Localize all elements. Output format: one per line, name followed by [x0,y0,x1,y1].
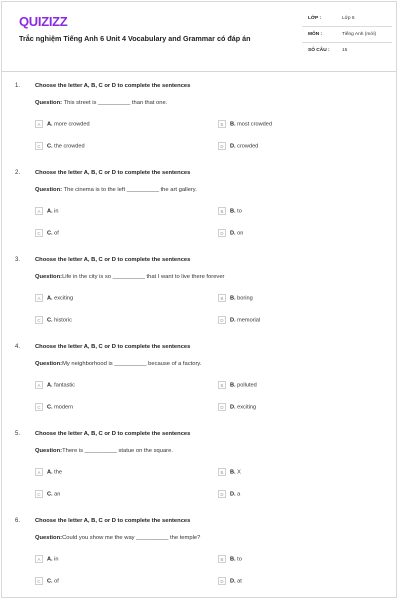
option-text: on [235,230,244,237]
option-letter: D. [230,230,236,237]
question-body: There is __________ statue on the square. [62,448,173,454]
answer-option[interactable] [218,207,242,215]
option-letter: A. [47,556,53,563]
question-instruction: Choose the letter A, B, C or D to complete the sentences [35,83,191,89]
option-checkbox[interactable]: D [218,142,226,150]
option-text: in [52,556,59,563]
meta-row-count [302,43,392,58]
option-text: to [235,208,242,215]
question-label: Question: [35,448,63,454]
answer-option[interactable] [218,294,253,302]
question-number: 2. [15,170,21,176]
option-text: X [235,469,241,476]
answer-option[interactable] [35,207,59,215]
meta-row-subject [302,27,392,43]
option-letter: C. [47,404,53,411]
option-letter: A. [47,208,53,215]
option-text: modern [52,404,74,411]
option-letter: D. [230,317,236,324]
option-checkbox[interactable]: D [218,316,226,324]
question-body: This street is __________ than that one. [62,100,168,106]
meta-value: Tiếng Anh (mới) [342,32,377,37]
answer-option[interactable] [218,577,242,585]
question-text [35,448,173,454]
option-text: most crowded [235,121,272,128]
question-instruction: Choose the letter A, B, C or D to complete the sentences [35,257,191,263]
option-letter: B. [230,295,236,302]
worksheet-header [2,2,396,72]
question-body: Life in the city is so __________ that I want to live there forever [62,274,225,280]
option-text: to [235,556,242,563]
option-checkbox[interactable]: C [35,577,43,585]
quizizz-logo: QUIZIZZ [19,14,68,29]
option-checkbox[interactable]: C [35,490,43,498]
option-text: more crowded [52,121,90,128]
option-checkbox[interactable]: B [218,207,226,215]
option-letter: C. [47,143,53,150]
option-checkbox[interactable]: B [218,468,226,476]
answer-option[interactable] [218,316,260,324]
option-text: in [52,208,59,215]
option-letter: C. [47,491,53,498]
answer-option[interactable] [35,316,72,324]
option-checkbox[interactable]: B [218,381,226,389]
question-text [35,361,202,367]
answer-option[interactable] [35,555,59,563]
answer-option[interactable] [218,381,257,389]
option-letter: A. [47,121,53,128]
option-letter: C. [47,578,53,585]
option-checkbox[interactable]: B [218,555,226,563]
meta-key: MÔN : [308,32,323,37]
option-checkbox[interactable]: B [218,120,226,128]
question-label: Question: [35,100,63,106]
question-instruction: Choose the letter A, B, C or D to complete the sentences [35,518,191,524]
option-text: historic [52,317,72,324]
answer-option[interactable] [218,229,243,237]
answer-option[interactable] [218,555,242,563]
option-text: polluted [235,382,257,389]
question-label: Question: [35,187,63,193]
option-text: of [52,578,59,585]
question-text [35,274,224,280]
answer-option[interactable] [218,403,256,411]
option-letter: D. [230,404,236,411]
answer-option[interactable] [218,468,241,476]
option-text: a [235,491,241,498]
meta-key: LỚP : [308,16,322,21]
worksheet-page [1,1,397,598]
option-text: an [52,491,61,498]
question-label: Question: [35,361,63,367]
answer-option[interactable] [218,120,272,128]
option-letter: A. [47,469,53,476]
option-checkbox[interactable]: C [35,142,43,150]
question-body: The cinema is to the left __________ the art gallery. [62,187,197,193]
answer-option[interactable] [35,294,73,302]
option-text: exciting [235,404,257,411]
option-checkbox[interactable]: D [218,577,226,585]
option-letter: B. [230,382,236,389]
option-checkbox[interactable]: B [218,294,226,302]
option-checkbox[interactable]: D [218,490,226,498]
option-letter: A. [47,295,53,302]
answer-option[interactable] [218,490,240,498]
question-text [35,535,200,541]
option-letter: D. [230,491,236,498]
option-letter: C. [47,317,53,324]
meta-row-grade [302,11,392,27]
option-checkbox[interactable]: C [35,403,43,411]
meta-value: 15 [342,48,348,53]
question-instruction: Choose the letter A, B, C or D to complete the sentences [35,170,191,176]
answer-option[interactable] [35,120,90,128]
option-text: boring [235,295,253,302]
option-text: of [52,230,59,237]
option-text: crowded [235,143,259,150]
meta-table [302,11,392,58]
answer-option[interactable] [35,577,59,585]
question-text [35,187,197,193]
question-instruction: Choose the letter A, B, C or D to complete the sentences [35,344,191,350]
option-checkbox[interactable]: A [35,381,43,389]
question-body: Could you show me the way __________ the temple? [62,535,201,541]
option-checkbox[interactable]: D [218,229,226,237]
option-checkbox[interactable]: A [35,207,43,215]
answer-option[interactable] [35,490,60,498]
option-text: the [52,469,62,476]
option-letter: C. [47,230,53,237]
option-checkbox[interactable]: A [35,120,43,128]
option-letter: B. [230,208,236,215]
worksheet-title: Trắc nghiệm Tiếng Anh 6 Unit 4 Vocabulary and Grammar có đáp án [19,34,251,43]
question-number: 6. [15,518,21,524]
answer-option[interactable] [35,381,75,389]
meta-key: SỐ CÂU : [308,48,330,53]
option-text: exciting [52,295,74,302]
option-letter: A. [47,382,53,389]
question-number: 1. [15,83,21,89]
question-text [35,100,167,106]
option-checkbox[interactable]: C [35,316,43,324]
option-checkbox[interactable]: A [35,294,43,302]
option-letter: D. [230,143,236,150]
option-letter: D. [230,578,236,585]
option-text: fantastic [52,382,75,389]
option-letter: B. [230,121,236,128]
question-body: My neighborhood is __________ because of a factory. [62,361,202,367]
option-letter: B. [230,469,236,476]
option-checkbox[interactable]: A [35,555,43,563]
answer-option[interactable] [35,468,62,476]
option-text: memorial [235,317,261,324]
question-number: 3. [15,257,21,263]
option-checkbox[interactable]: D [218,403,226,411]
option-letter: B. [230,556,236,563]
question-label: Question: [35,535,63,541]
meta-value: Lớp 6 [342,16,355,21]
answer-option[interactable] [35,403,73,411]
option-text: the crowded [52,143,85,150]
option-text: at [235,578,242,585]
option-checkbox[interactable]: C [35,229,43,237]
option-checkbox[interactable]: A [35,468,43,476]
answer-option[interactable] [218,142,258,150]
answer-option[interactable] [35,142,85,150]
question-instruction: Choose the letter A, B, C or D to complete the sentences [35,431,191,437]
answer-option[interactable] [35,229,59,237]
question-number: 5. [15,431,21,437]
question-number: 4. [15,344,21,350]
question-label: Question: [35,274,63,280]
